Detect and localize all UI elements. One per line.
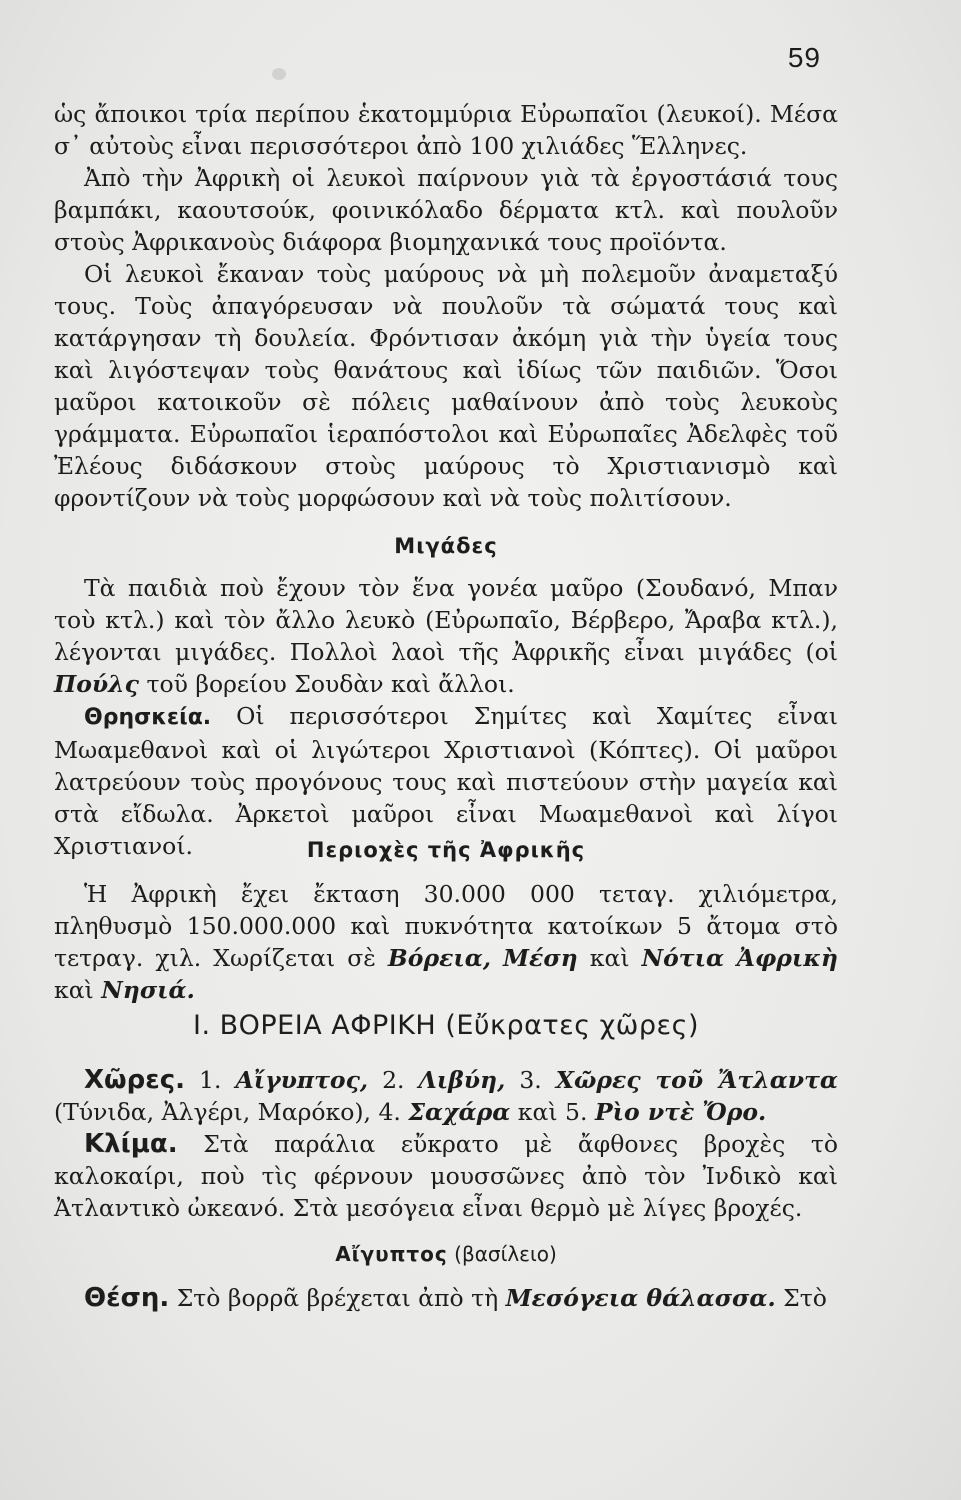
- paragraph-migades: Τὰ παιδιὰ ποὺ ἔχουν τὸν ἕνα γονέα μαῦρο (Σουδανό, Μπαν τοὺ κτλ.) καὶ τὸν ἄλλο λευκὸ (Εὐρωπαῖο, Βέρβερο, Ἄραβα κτλ.), λέγονται μιγάδες. Πολλοὶ λαοὶ τῆς Ἀφρικῆς εἶναι μιγάδες (οἱ Πούλς τοῦ βορείου Σουδὰν καὶ ἄλλοι.: [54, 574, 838, 698]
- paragraph-white-influence: Οἱ λευκοὶ ἔκαναν τοὺς μαύρους νὰ μὴ πολεμοῦν ἀναμεταξύ τους. Τοὺς ἀπαγόρευσαν νὰ πουλοῦν τὰ σώματά τους καὶ κατάργησαν τὴ δουλεία. Φρόντισαν ἀκόμη γιὰ τὴν ὑγεία τους καὶ λιγόστεψαν τοὺς θανάτους καὶ ἰδίως τῶν παιδιῶν. Ὅσοι μαῦροι κατοικοῦν σὲ πόλεις μαθαίνουν ἀπὸ τοὺς λευκοὺς γράμματα. Εὐρωπαῖοι ἱεραπόστολοι καὶ Εὐρωπαῖες Ἀδελφὲς τοῦ Ἐλέους διδάσκουν στοὺς μαύρους τὸ Χριστιανισμὸ καὶ φροντίζουν νὰ τοὺς μορφώσουν καὶ νὰ τοὺς πολιτίσουν.: [54, 260, 838, 512]
- paragraph-climate: Κλίμα. Στὰ παράλια εὔκρατο μὲ ἄφθονες βροχὲς τὸ καλοκαίρι, ποὺ τὶς φέρνουν μουσσῶνες ἀπὸ τὸν Ἰνδικὸ καὶ Ἀτλαντικὸ ὠκεανό. Στὰ μεσόγεια εἶναι θερμὸ μὲ λίγες βροχές.: [54, 1129, 838, 1222]
- religion-label: Θρησκεία.: [84, 705, 212, 730]
- puls-term: Πούλς: [54, 670, 139, 698]
- paragraph-religion: Θρησκεία. Οἱ περισσότεροι Σημίτες καὶ Χαμίτες εἶναι Μωαμεθανοὶ καὶ οἱ λιγώτεροι Χριστιανοὶ (Κόπτες). Οἱ μαῦροι λατρεύουν τοὺς προγόνους τους καὶ πιστεύουν στὴν μαγεία καὶ στὰ εἴδωλα. Ἀρκετοὶ μαῦροι εἶναι Μωαμεθανοὶ καὶ λίγοι Χριστιανοί.: [54, 702, 838, 860]
- egypt-title: Αἴγυπτος (βασίλειο): [335, 1242, 557, 1266]
- climate-label: Κλίμα.: [84, 1129, 178, 1159]
- countries-label: Χῶρες.: [84, 1065, 186, 1095]
- ink-smudge: [272, 68, 286, 80]
- paragraph-countries: Χῶρες. 1. Αἴγυπτος, 2. Λιβύη, 3. Χῶρες τοῦ Ἄτλαντα (Τύνιδα, Ἀλγέρι, Μαρόκο), 4. Σαχάρα καὶ 5. Ρὶο ντὲ Ὄρο.: [54, 1065, 838, 1126]
- migades-block: [54, 572, 838, 862]
- heading-migades: Μιγάδες: [394, 534, 498, 558]
- paragraph-regions: Ἡ Ἀφρικὴ ἔχει ἔκταση 30.000 000 τεταγ. χιλιόμετρα, πληθυσμὸ 150.000.000 καὶ πυκνότητα κατοίκων 5 ἄτομα στὸ τετραγ. χιλ. Χωρίζεται σὲ Βόρεια, Μέση καὶ Νότια Ἀφρικὴ καὶ Νησιά.: [54, 880, 838, 1004]
- position-label: Θέση.: [84, 1283, 170, 1313]
- north-africa-block: [54, 1064, 838, 1224]
- regions-block: [54, 878, 838, 1006]
- paragraph-trade: Ἀπὸ τὴν Ἀφρικὴ οἱ λευκοὶ παίρνουν γιὰ τὰ ἐργοστάσιά τους βαμπάκι, καουτσούκ, φοινικόλαδο δέρματα κτλ. καὶ πουλοῦν στοὺς Ἀφρικανοὺς διάφορα βιομηχανικά τους προϊόντα.: [54, 164, 838, 256]
- heading-regions: Περιοχὲς τῆς Ἀφρικῆς: [306, 838, 586, 862]
- intro-block: [54, 98, 838, 514]
- section-north-africa-title: Ι. ΒΟΡΕΙΑ ΑΦΡΙΚΗ (Εὔκρατες χῶρες): [193, 1010, 699, 1041]
- egypt-block: [54, 1282, 838, 1314]
- paragraph-europeans: ὡς ἄποικοι τρία περίπου ἑκατομμύρια Εὐρωπαῖοι (λευκοί). Μέσα σ᾿ αὐτοὺς εἶναι περισσότεροι ἀπὸ 100 χιλιάδες Ἕλληνες.: [54, 100, 838, 160]
- page-number: 59: [787, 42, 821, 73]
- paragraph-egypt-position: Θέση. Στὸ βορρᾶ βρέχεται ἀπὸ τὴ Μεσόγεια θάλασσα. Στὸ: [84, 1283, 827, 1313]
